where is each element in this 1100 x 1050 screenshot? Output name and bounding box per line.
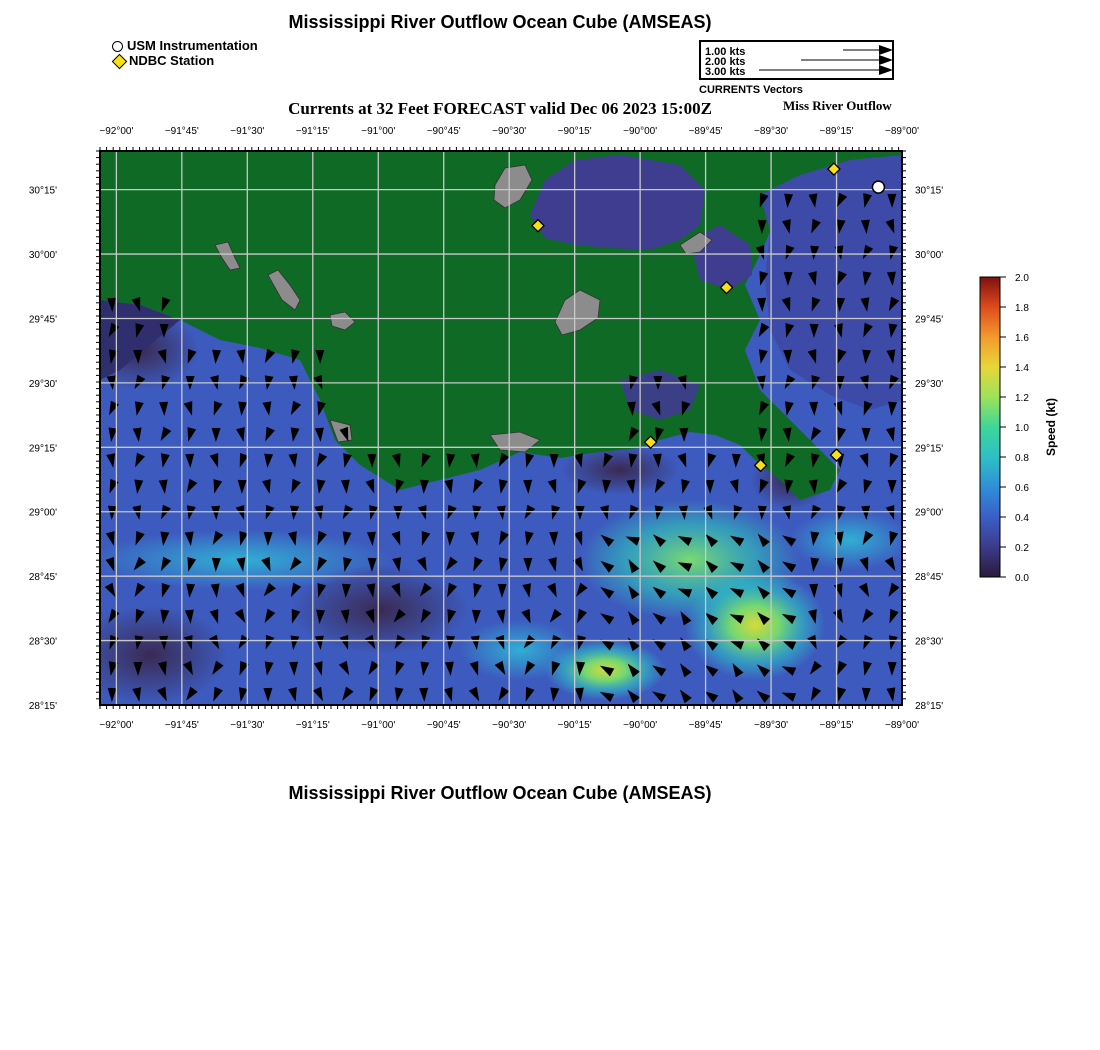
ocean-speed-patch	[70, 605, 230, 705]
bottom-title: Mississippi River Outflow Ocean Cube (AMSEAS)	[288, 783, 712, 803]
lon-tick-label: −91°30'	[230, 126, 265, 137]
lon-tick-label: −89°00'	[885, 126, 919, 137]
lon-tick-label: −92°00'	[99, 720, 134, 731]
legend-ndbc-label: NDBC Station	[129, 53, 215, 68]
colorbar-label: Speed (kt)	[1044, 397, 1058, 457]
lat-tick-label: 28°45'	[915, 572, 944, 584]
lat-tick-label: 30°00'	[915, 250, 944, 262]
lat-tick-label: 28°15'	[28, 701, 57, 712]
lat-tick-label: 30°00'	[28, 250, 57, 262]
lon-tick-label: −89°30'	[754, 126, 789, 137]
lon-tick-label: −90°45'	[426, 126, 461, 137]
lon-tick-label: −89°45'	[688, 720, 723, 731]
lon-tick-label: −90°30'	[492, 126, 527, 137]
colorbar-tick-label: 0.8	[1015, 453, 1029, 464]
lat-tick-label: 29°00'	[915, 507, 944, 519]
lat-tick-label: 30°15'	[915, 185, 944, 197]
lon-tick-label: −89°30'	[754, 720, 789, 731]
vector-key-caption: CURRENTS Vectors	[699, 84, 803, 96]
lat-tick-label: 28°45'	[28, 572, 57, 584]
lat-tick-label: 29°15'	[915, 443, 944, 455]
lon-tick-label: −91°30'	[230, 720, 265, 731]
vector-key-row-3: 3.00 kts	[705, 66, 746, 78]
lat-tick-label: 28°15'	[915, 701, 944, 712]
lon-tick-label: −91°15'	[295, 126, 330, 137]
legend-usm-label: USM Instrumentation	[127, 38, 258, 53]
lon-tick-label: −90°00'	[623, 126, 658, 137]
lon-tick-label: −92°00'	[99, 126, 134, 137]
colorbar-tick-label: 0.4	[1015, 513, 1029, 524]
lat-tick-label: 29°30'	[915, 378, 944, 390]
lon-tick-label: −89°00'	[885, 720, 919, 731]
colorbar-tick-label: 1.8	[1015, 303, 1029, 314]
lon-tick-label: −91°15'	[295, 720, 330, 731]
lon-labels-top	[99, 126, 919, 137]
lon-tick-label: −91°45'	[164, 126, 199, 137]
lat-tick-label: 29°45'	[28, 314, 57, 326]
colorbar-tick-label: 1.6	[1015, 333, 1029, 344]
lon-tick-label: −90°30'	[492, 720, 527, 731]
colorbar-tick-label: 1.4	[1015, 363, 1029, 374]
colorbar-tick-label: 0.6	[1015, 483, 1029, 494]
lat-tick-label: 29°45'	[915, 314, 944, 326]
colorbar-tick-label: 1.0	[1015, 423, 1029, 434]
lat-labels-right	[915, 186, 943, 712]
lat-tick-label: 29°15'	[28, 443, 57, 455]
lat-tick-label: 28°30'	[28, 636, 57, 648]
lon-tick-label: −89°15'	[819, 126, 854, 137]
lat-tick-label: 30°15'	[28, 185, 57, 197]
lon-tick-label: −90°45'	[426, 720, 461, 731]
colorbar-tick-label: 1.2	[1015, 393, 1029, 404]
colorbar-tick-label: 0.0	[1015, 573, 1029, 584]
colorbar-ticks	[1000, 273, 1029, 584]
lat-tick-label: 29°00'	[28, 507, 57, 519]
lon-tick-label: −91°45'	[164, 720, 199, 731]
lon-tick-label: −90°15'	[557, 126, 592, 137]
map-title: Mississippi River Outflow Ocean Cube (AMSEAS)	[288, 12, 712, 32]
colorbar-tick-label: 2.0	[1015, 273, 1029, 284]
lon-tick-label: −91°00'	[361, 720, 396, 731]
colorbar	[980, 277, 1000, 577]
region-label: Miss River Outflow	[783, 98, 892, 113]
lon-tick-label: −89°15'	[819, 720, 854, 731]
lon-tick-label: −91°00'	[361, 126, 396, 137]
vector-key-row-1: 1.00 kts	[705, 46, 746, 58]
lat-tick-label: 29°30'	[28, 378, 57, 390]
lat-labels-left	[29, 186, 57, 712]
lon-tick-label: −90°00'	[623, 720, 658, 731]
lat-tick-label: 28°30'	[915, 636, 944, 648]
lon-labels-bottom	[99, 720, 919, 731]
map-subtitle: Currents at 32 Feet FORECAST valid Dec 06 2023 15:00Z	[288, 99, 712, 118]
vector-key-row-2: 2.00 kts	[705, 56, 746, 68]
map-plot-area	[70, 151, 910, 705]
lon-tick-label: −89°45'	[688, 126, 723, 137]
colorbar-tick-label: 0.2	[1015, 543, 1029, 554]
usm-station-marker[interactable]	[872, 181, 884, 193]
lon-tick-label: −90°15'	[557, 720, 592, 731]
